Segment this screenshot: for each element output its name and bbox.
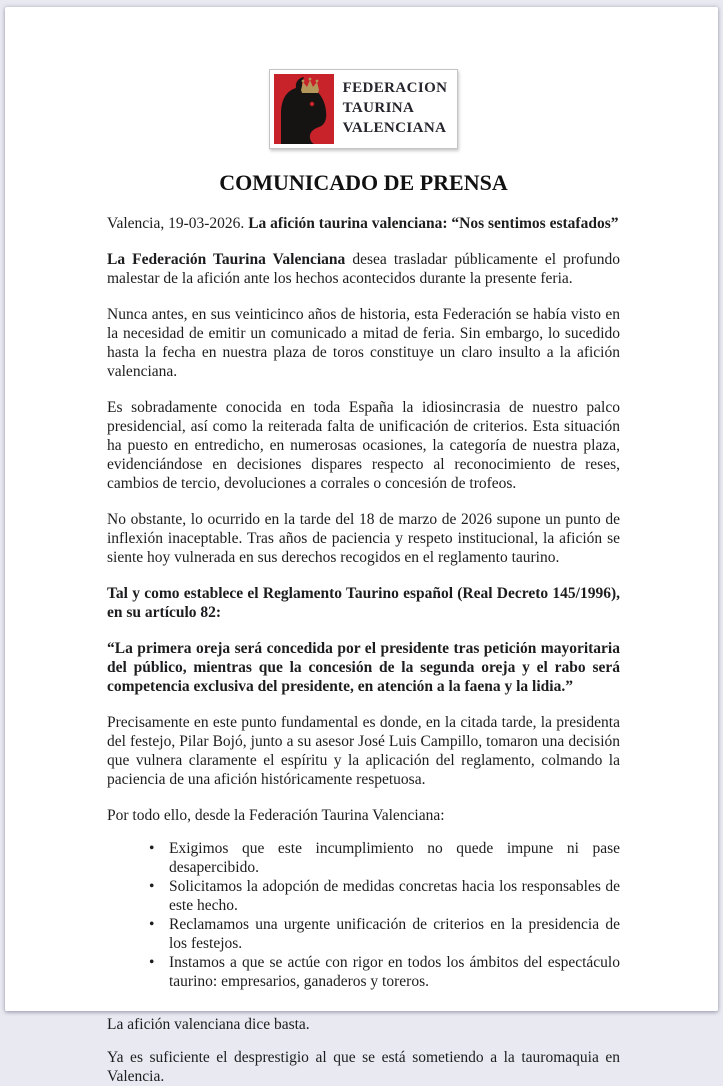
paragraph-7: Por todo ello, desde la Federación Taurina Valenciana: — [107, 807, 445, 824]
logo-line-1: FEDERACION — [342, 80, 448, 97]
logo-line-3: VALENCIANA — [342, 119, 447, 136]
press-release-page — [5, 7, 718, 1085]
paragraph-2: Nunca antes, en sus veinticinco años de historia, esta Federación se había visto en la necesidad de emitir un comunicado a mitad de feria. Sin embargo, lo sucedido hasta la fecha en nuestra plaza de toros constituye un claro insulto a la afición valenciana. — [107, 306, 620, 380]
logo-container — [107, 69, 620, 149]
paragraph-3: Es sobradamente conocida en toda España la idiosincrasia de nuestro palco presidencial, así como la reiterada falta de unificación de criterios. Esta situación ha puesto en entredicho, en numerosas ocasiones, la categoría de nuestra plaza, evidenciándose en decisiones dispares respecto al reconocimiento de reses, cambios de tercio, devoluciones a corrales o concesión de trofeos. — [107, 399, 620, 492]
federation-logo — [269, 69, 459, 149]
logo-wordmark — [343, 79, 448, 139]
dateline — [107, 214, 620, 233]
demand-item-1: • Exigimos que este incumplimiento no quede impune ni pase desapercibido. — [169, 839, 620, 877]
paragraph-6: Precisamente en este punto fundamental es donde, en la citada tarde, la presidenta del festejo, Pilar Bojó, junto a su asesor José Luis Campillo, tomaron una decisión que vulnera claramente el espíritu y la aplicación del reglamento, colmando la paciencia de una afición históricamente respetuosa. — [107, 714, 620, 788]
paragraph-1-lead: La Federación Taurina Valenciana — [107, 251, 346, 268]
demand-item-2: • Solicitamos la adopción de medidas concretas hacia los responsables de este hecho. — [169, 877, 620, 915]
paragraph-regulation-intro: Tal y como establece el Reglamento Taurino español (Real Decreto 145/1996), en su artículo 82: — [107, 585, 620, 621]
regulation-quote: “La primera oreja será concedida por el presidente tras petición mayoritaria del público, mientras que la concesión de la segunda oreja y el rabo será competencia exclusiva del presidente, en atención a la faena y la lidia.” — [107, 640, 620, 695]
paragraph-1-rest: desea trasladar públicamente el profundo malestar de la afición ante los hechos acontecidos durante la presente feria. — [107, 251, 620, 287]
paragraph-1 — [107, 250, 620, 288]
page-title: COMUNICADO DE PRENSA — [219, 170, 508, 195]
crown-icon — [301, 78, 319, 93]
closing-statement-2: Ya es suficiente el desprestigio al que se está sometiendo a la tauromaquia en Valencia. — [107, 1049, 620, 1085]
page-content — [5, 7, 718, 1086]
demand-item-4: • Instamos a que se actúe con rigor en todos los ámbitos del espectáculo taurino: empresarios, ganaderos y toreros. — [169, 953, 620, 991]
dateline-headline: La afición taurina valenciana: “Nos sentimos estafados” — [248, 215, 619, 232]
logo-line-2: TAURINA — [342, 100, 415, 117]
closing-statement-1: La afición valenciana dice basta. — [107, 1016, 310, 1033]
demand-item-3: • Reclamamos una urgente unificación de criterios en la presidencia de los festejos. — [169, 915, 620, 953]
paragraph-4: No obstante, lo ocurrido en la tarde del 18 de marzo de 2026 supone un punto de inflexión inaceptable. Tras años de paciencia y respeto institucional, la afición se siente hoy vulnerada en sus derechos recogidos en el reglamento taurino. — [107, 511, 620, 566]
bull-crown-icon — [274, 74, 334, 144]
dateline-date: Valencia, 19-03-2026. — [107, 215, 249, 232]
demands-list — [107, 839, 620, 991]
